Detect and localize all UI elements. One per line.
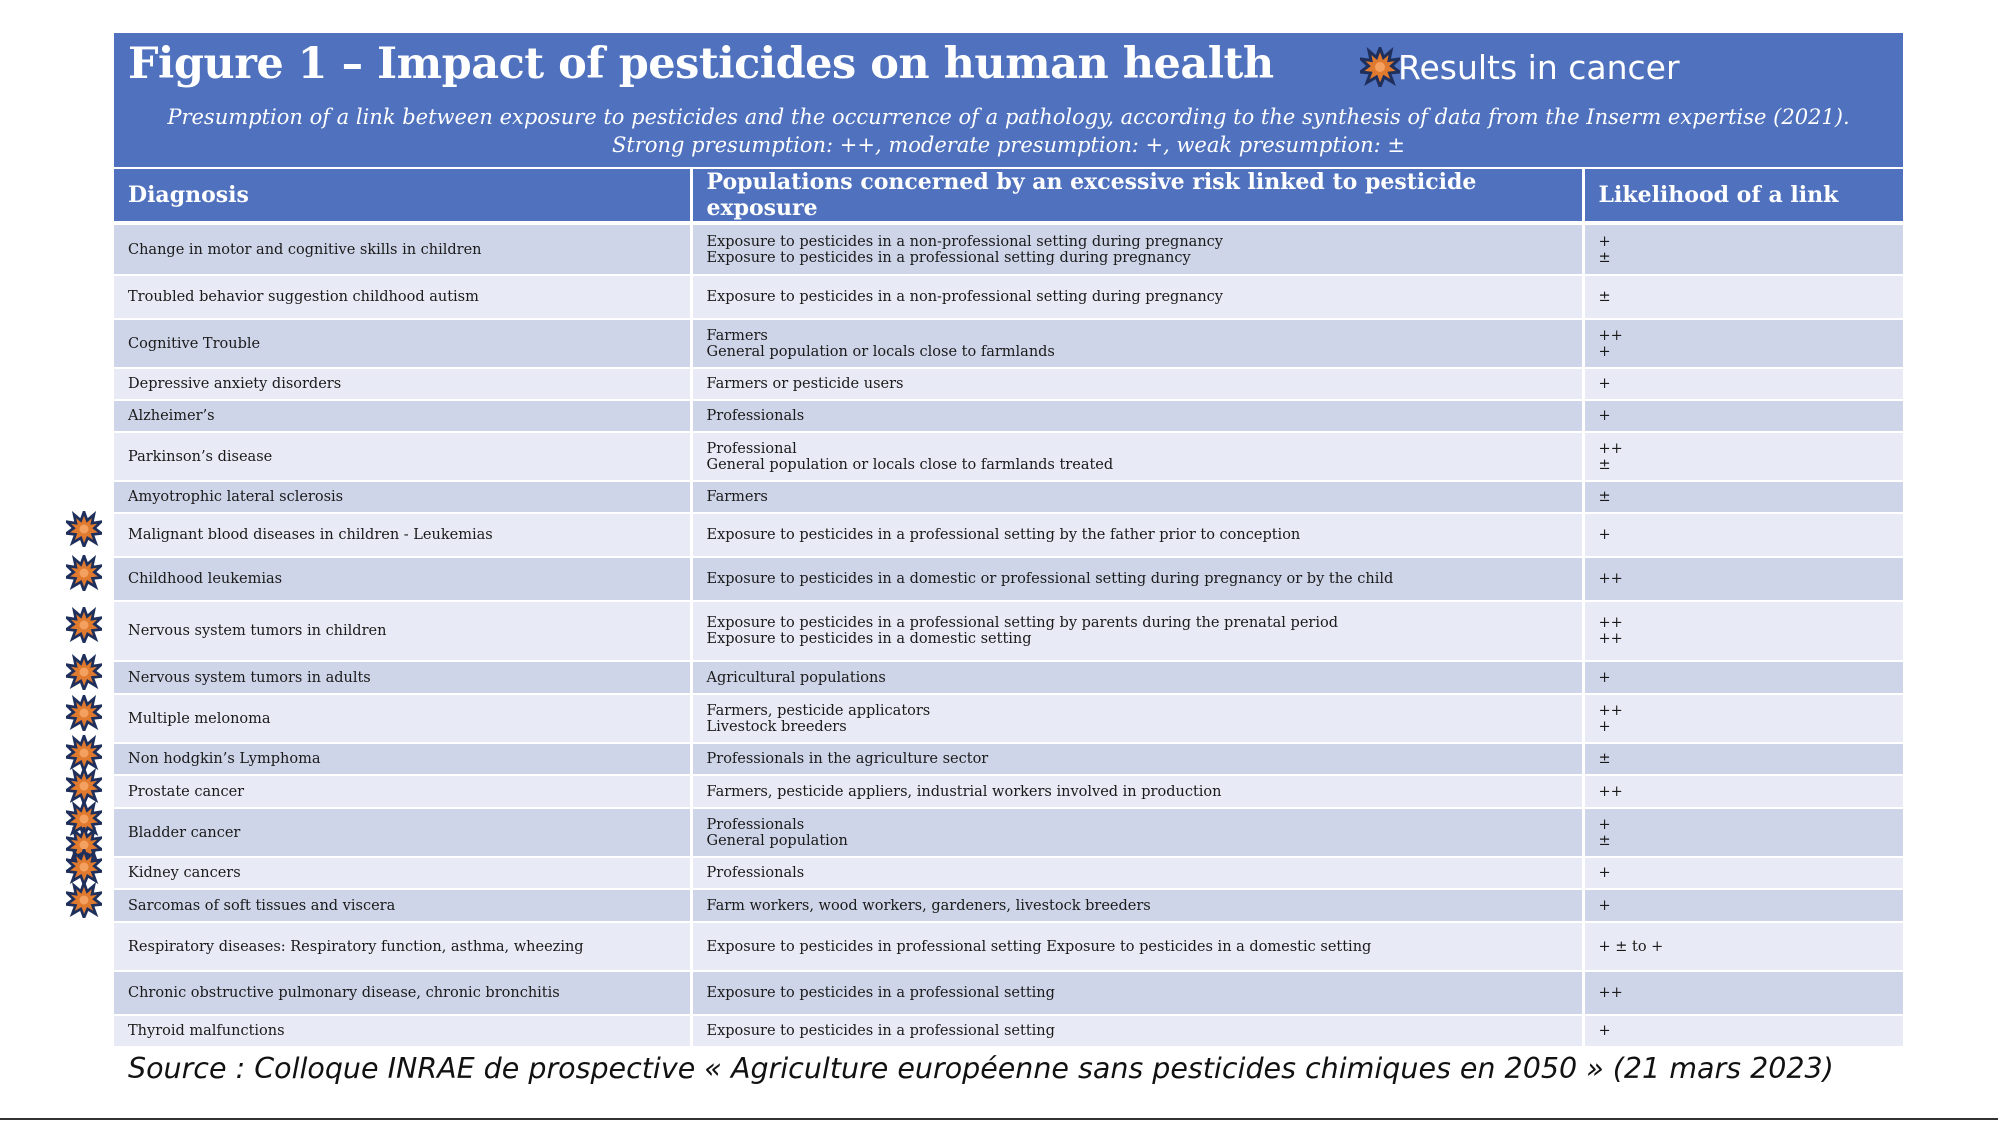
cell-diagnosis (114, 1015, 691, 1047)
cancer-starburst-icon (66, 768, 102, 804)
cell-populations (691, 368, 1583, 400)
population-line: Exposure to pesticides in a professional setting (706, 1023, 1055, 1039)
cell-populations (691, 557, 1583, 601)
likelihood-value: + (1598, 1023, 1611, 1039)
diagnosis-text: Malignant blood diseases in children - Leukemias (128, 527, 493, 543)
likelihood-value: ++ (1598, 702, 1623, 719)
population-line: Farmers or pesticide users (706, 376, 904, 392)
likelihood-value: ± (1598, 751, 1611, 767)
likelihood-value: + (1598, 376, 1611, 392)
table-row (114, 432, 1903, 481)
cell-diagnosis (114, 400, 691, 432)
cell-diagnosis (114, 481, 691, 513)
table-row (114, 319, 1903, 368)
likelihood-value: + (1598, 669, 1611, 686)
population-line: Farmers, pesticide applicators (706, 702, 931, 719)
likelihood-value: ++ (1598, 631, 1623, 647)
table-row (114, 1015, 1903, 1047)
cell-likelihood (1583, 368, 1903, 400)
table-row (114, 400, 1903, 432)
diagnosis-text: Childhood leukemias (128, 571, 283, 587)
population-line: Farmers (706, 327, 768, 344)
table-row (114, 808, 1903, 857)
cell-populations (691, 775, 1583, 808)
likelihood-value: ++ (1598, 327, 1623, 344)
cell-diagnosis (114, 319, 691, 368)
population-line: Farmers (706, 489, 768, 505)
table-row (114, 481, 1903, 513)
cell-likelihood (1583, 432, 1903, 481)
cancer-starburst-icon (66, 607, 102, 643)
table-row (114, 368, 1903, 400)
cell-diagnosis (114, 601, 691, 661)
cell-diagnosis (114, 922, 691, 971)
diagnosis-text: Troubled behavior suggestion childhood autism (128, 289, 479, 305)
cell-populations (691, 275, 1583, 319)
population-line: Professionals in the agriculture sector (706, 751, 989, 767)
cell-likelihood (1583, 971, 1903, 1015)
population-line: Exposure to pesticides in a professional setting (706, 985, 1055, 1001)
cell-populations (691, 223, 1583, 275)
population-line: Professionals (706, 408, 805, 424)
likelihood-value: + (1598, 233, 1611, 250)
likelihood-value: + (1598, 865, 1611, 881)
cell-populations (691, 319, 1583, 368)
table-row (114, 513, 1903, 557)
cancer-starburst-icon (66, 735, 102, 771)
cell-populations (691, 971, 1583, 1015)
table-row (114, 275, 1903, 319)
diagnosis-text: Amyotrophic lateral sclerosis (128, 489, 344, 505)
likelihood-value: ± (1598, 489, 1611, 505)
table-row (114, 889, 1903, 922)
column-header-diagnosis: Diagnosis (114, 168, 691, 223)
cell-likelihood (1583, 694, 1903, 743)
legend-label: Results in cancer (1398, 47, 1680, 87)
cell-likelihood (1583, 857, 1903, 889)
cell-likelihood (1583, 661, 1903, 694)
table-row (114, 661, 1903, 694)
likelihood-value: ++ (1598, 571, 1623, 587)
figure-title: Figure 1 – Impact of pesticides on human health (128, 39, 1274, 89)
cell-likelihood (1583, 775, 1903, 808)
cell-diagnosis (114, 557, 691, 601)
cell-likelihood (1583, 275, 1903, 319)
table-body (114, 223, 1903, 1047)
cancer-starburst-icon (66, 654, 102, 690)
legend (1360, 47, 1680, 87)
cell-likelihood (1583, 1015, 1903, 1047)
population-line: Exposure to pesticides in a domestic or professional setting during pregnancy or by the child (706, 571, 1394, 587)
cell-populations (691, 661, 1583, 694)
diagnosis-text: Alzheimer’s (128, 408, 215, 424)
cell-diagnosis (114, 775, 691, 808)
population-line: Professionals (706, 865, 805, 881)
cancer-starburst-icon (66, 849, 102, 885)
population-line: Exposure to pesticides in a non-professional setting during pregnancy (706, 289, 1223, 305)
cell-likelihood (1583, 889, 1903, 922)
table-row (114, 743, 1903, 775)
table-row (114, 922, 1903, 971)
cell-populations (691, 889, 1583, 922)
population-line: Exposure to pesticides in a professional setting during pregnancy (706, 249, 1191, 266)
cell-likelihood (1583, 481, 1903, 513)
cell-populations (691, 808, 1583, 857)
population-line: General population or locals close to farmlands (706, 343, 1055, 360)
population-line: Exposure to pesticides in a domestic setting (706, 631, 1032, 647)
population-line: Professional (706, 440, 797, 457)
cell-diagnosis (114, 808, 691, 857)
likelihood-value: + (1598, 897, 1611, 914)
diagnosis-text: Sarcomas of soft tissues and viscera (128, 897, 396, 914)
table-row (114, 223, 1903, 275)
diagnosis-text: Change in motor and cognitive skills in children (128, 241, 482, 258)
cancer-starburst-icon (66, 555, 102, 591)
cell-likelihood (1583, 808, 1903, 857)
likelihood-value: + (1598, 816, 1611, 833)
cell-diagnosis (114, 694, 691, 743)
pesticide-health-table (114, 167, 1903, 1048)
cell-populations (691, 694, 1583, 743)
column-header-likelihood: Likelihood of a link (1583, 168, 1903, 223)
diagnosis-text: Chronic obstructive pulmonary disease, chronic bronchitis (128, 985, 560, 1001)
diagnosis-text: Nervous system tumors in children (128, 623, 387, 639)
likelihood-value: + (1598, 527, 1611, 543)
cell-likelihood (1583, 513, 1903, 557)
cell-likelihood (1583, 223, 1903, 275)
diagnosis-text: Parkinson’s disease (128, 448, 273, 465)
likelihood-value: ++ (1598, 440, 1623, 457)
likelihood-value: ± (1598, 249, 1611, 266)
likelihood-value: + ± to + (1598, 938, 1664, 955)
table-row (114, 601, 1903, 661)
cell-likelihood (1583, 557, 1903, 601)
population-line: Professionals (706, 816, 805, 833)
cell-likelihood (1583, 400, 1903, 432)
diagnosis-text: Cognitive Trouble (128, 335, 261, 352)
cell-populations (691, 1015, 1583, 1047)
cancer-starburst-icon (66, 511, 102, 547)
subtitle-line-1: Presumption of a link between exposure to pesticides and the occurrence of a pathology, according to the synthesis of data from the Inserm expertise (2021). (167, 105, 1850, 129)
population-line: Exposure to pesticides in a professional setting by the father prior to conception (706, 527, 1301, 543)
cell-likelihood (1583, 319, 1903, 368)
cell-populations (691, 400, 1583, 432)
likelihood-value: ± (1598, 832, 1611, 849)
diagnosis-text: Nervous system tumors in adults (128, 669, 371, 686)
population-line: Exposure to pesticides in a non-professional setting during pregnancy (706, 233, 1223, 250)
diagnosis-text: Non hodgkin’s Lymphoma (128, 751, 321, 767)
cell-diagnosis (114, 513, 691, 557)
likelihood-value: ++ (1598, 615, 1623, 631)
diagnosis-text: Respiratory diseases: Respiratory function, asthma, wheezing (128, 938, 584, 955)
cell-populations (691, 513, 1583, 557)
likelihood-value: ± (1598, 456, 1611, 473)
figure-subtitle (114, 103, 1903, 159)
cancer-starburst-icon (66, 695, 102, 731)
cell-populations (691, 432, 1583, 481)
population-line: General population or locals close to farmlands treated (706, 456, 1114, 473)
cell-diagnosis (114, 661, 691, 694)
cell-diagnosis (114, 971, 691, 1015)
cell-diagnosis (114, 223, 691, 275)
cancer-starburst-icon (66, 882, 102, 918)
diagnosis-text: Bladder cancer (128, 824, 241, 841)
cell-diagnosis (114, 368, 691, 400)
cell-populations (691, 743, 1583, 775)
likelihood-value: + (1598, 343, 1611, 360)
cell-populations (691, 922, 1583, 971)
likelihood-value: ++ (1598, 783, 1623, 800)
cell-populations (691, 857, 1583, 889)
population-line: Farm workers, wood workers, gardeners, livestock breeders (706, 897, 1151, 914)
cell-populations (691, 601, 1583, 661)
population-line: Exposure to pesticides in a professional setting by parents during the prenatal period (706, 615, 1338, 631)
table-header-row (114, 168, 1903, 223)
table-row (114, 557, 1903, 601)
cell-diagnosis (114, 275, 691, 319)
cell-diagnosis (114, 743, 691, 775)
population-line: Farmers, pesticide appliers, industrial workers involved in production (706, 783, 1222, 800)
figure-header (114, 33, 1903, 167)
diagnosis-text: Depressive anxiety disorders (128, 376, 342, 392)
table-row (114, 857, 1903, 889)
cell-populations (691, 481, 1583, 513)
diagnosis-text: Prostate cancer (128, 783, 245, 800)
population-line: Livestock breeders (706, 718, 847, 735)
cell-diagnosis (114, 889, 691, 922)
likelihood-value: + (1598, 718, 1611, 735)
table-row (114, 775, 1903, 808)
source-citation: Source : Colloque INRAE de prospective « Agriculture européenne sans pesticides chimiques en 2050 » (21 mars 2023) (128, 1052, 1834, 1085)
cancer-starburst-icon (1360, 47, 1400, 87)
likelihood-value: ± (1598, 289, 1611, 305)
diagnosis-text: Thyroid malfunctions (128, 1023, 285, 1039)
diagnosis-text: Kidney cancers (128, 865, 241, 881)
table-row (114, 971, 1903, 1015)
cell-likelihood (1583, 601, 1903, 661)
population-line: Agricultural populations (706, 669, 886, 686)
subtitle-line-2: Strong presumption: ++, moderate presumption: +, weak presumption: ± (611, 133, 1405, 157)
cell-likelihood (1583, 743, 1903, 775)
likelihood-value: + (1598, 408, 1611, 424)
bottom-divider (0, 1118, 1998, 1120)
population-line: Exposure to pesticides in professional setting Exposure to pesticides in a domestic setting (706, 938, 1372, 955)
diagnosis-text: Multiple melonoma (128, 710, 271, 727)
cell-diagnosis (114, 857, 691, 889)
cell-diagnosis (114, 432, 691, 481)
column-header-populations: Populations concerned by an excessive risk linked to pesticide exposure (691, 168, 1583, 223)
population-line: General population (706, 832, 848, 849)
likelihood-value: ++ (1598, 985, 1623, 1001)
table-row (114, 694, 1903, 743)
cell-likelihood (1583, 922, 1903, 971)
